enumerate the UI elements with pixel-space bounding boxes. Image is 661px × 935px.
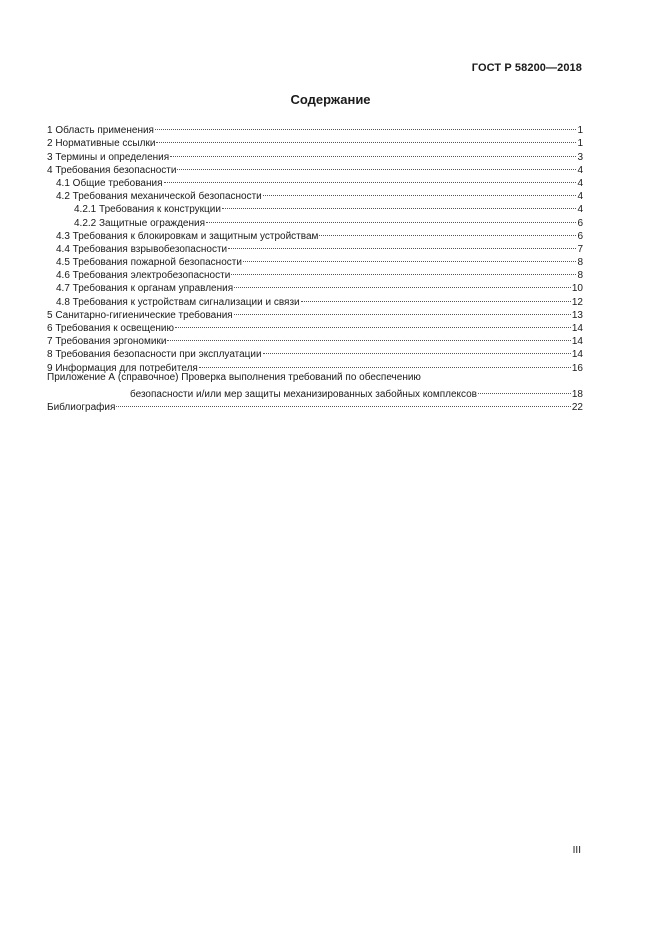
toc-appendix-page: 18: [571, 388, 583, 400]
toc-entry-page: 4: [577, 164, 583, 176]
toc-entry-label: 4.8 Требования к устройствам сигнализации и связи: [56, 296, 300, 308]
toc-appendix-line2-label: безопасности и/или мер защиты механизированных забойных комплексов: [130, 388, 477, 400]
toc-dot-leader: [222, 199, 576, 212]
toc-bibliography-page: 22: [571, 402, 583, 414]
toc-dot-leader: [234, 305, 571, 318]
toc-entry-page: 6: [577, 217, 583, 229]
toc-entry-page: 1: [577, 125, 583, 137]
toc-dot-leader: [116, 397, 570, 410]
toc-entry-label: 9 Информация для потребителя: [47, 362, 198, 374]
toc-dot-leader: [206, 212, 576, 225]
toc-entries: [47, 120, 583, 374]
toc-entry-page: 4: [577, 204, 583, 216]
toc-dot-leader: [319, 226, 576, 239]
toc-entry-label: 4.2 Требования механической безопасности: [56, 191, 262, 203]
toc-entry-page: 16: [571, 362, 583, 374]
toc-entry-label: 5 Санитарно-гигиенические требования: [47, 309, 233, 321]
toc-dot-leader: [167, 331, 570, 344]
toc-appendix-line1: Приложение А (справочное) Проверка выполнения требований по обеспечению: [47, 371, 421, 383]
toc-entry-label: 4.6 Требования электробезопасности: [56, 270, 231, 282]
toc-entry-label: 1 Область применения: [47, 125, 154, 137]
table-of-contents: [47, 120, 583, 414]
document-code: ГОСТ Р 58200—2018: [471, 62, 582, 74]
toc-entry-label: 4.2.1 Требования к конструкции: [74, 204, 221, 216]
toc-dot-leader: [301, 291, 571, 304]
toc-bibliography[interactable]: [47, 397, 583, 414]
toc-entry-page: 3: [577, 151, 583, 163]
toc-entry-page: 14: [571, 323, 583, 334]
toc-dot-leader: [199, 357, 571, 370]
toc-entry-page: 8: [577, 270, 583, 282]
toc-appendix-line2[interactable]: [47, 384, 583, 400]
toc-dot-leader: [263, 344, 571, 357]
toc-dot-leader: [155, 120, 576, 133]
toc-dot-leader: [175, 318, 571, 331]
toc-entry-label: 4.7 Требования к органам управления: [56, 283, 234, 295]
toc-entry-label: 2 Нормативные ссылки: [47, 138, 156, 150]
toc-entry-label: 4.5 Требования пожарной безопасности: [56, 257, 242, 269]
toc-entry-label: 4.4 Требования взрывобезопасности: [56, 243, 228, 255]
toc-entry-page: 4: [577, 177, 583, 189]
toc-entry-page: 6: [577, 230, 583, 242]
toc-dot-leader: [228, 239, 576, 252]
page-number: III: [572, 845, 581, 856]
toc-dot-leader: [478, 384, 571, 397]
toc-dot-leader: [231, 265, 576, 278]
toc-dot-leader: [170, 146, 576, 159]
toc-entry-page: 4: [577, 191, 583, 203]
toc-entry-page: 7: [577, 243, 583, 255]
toc-dot-leader: [177, 160, 576, 173]
toc-entry[interactable]: [47, 120, 583, 137]
toc-entry-label: 4 Требования безопасности: [47, 164, 177, 176]
toc-entry-label: 3 Термины и определения: [47, 151, 170, 163]
toc-dot-leader: [156, 133, 576, 146]
toc-entry-page: 14: [571, 336, 583, 348]
toc-entry-label: 8 Требования безопасности при эксплуатации: [47, 349, 262, 361]
toc-dot-leader: [263, 186, 576, 199]
toc-entry-label: 4.3 Требования к блокировкам и защитным устройствам: [56, 230, 319, 242]
toc-entry-label: 4.2.2 Защитные ограждения: [74, 217, 206, 229]
toc-entry-page: 1: [577, 138, 583, 150]
toc-title: Содержание: [290, 92, 371, 107]
toc-entry-label: 4.1 Общие требования: [56, 177, 163, 189]
toc-entry-page: 12: [571, 296, 583, 308]
toc-entry-label: 6 Требования к освещению: [47, 323, 175, 334]
toc-entry-label: 7 Требования эргономики: [47, 336, 167, 348]
toc-dot-leader: [234, 278, 571, 291]
toc-entry-page: 13: [571, 309, 583, 321]
toc-entry-page: 10: [571, 283, 583, 295]
toc-entry-page: 8: [577, 257, 583, 269]
toc-dot-leader: [243, 252, 576, 265]
toc-dot-leader: [164, 173, 576, 186]
toc-entry-page: 14: [571, 349, 583, 361]
toc-bibliography-label: Библиография: [47, 402, 116, 414]
